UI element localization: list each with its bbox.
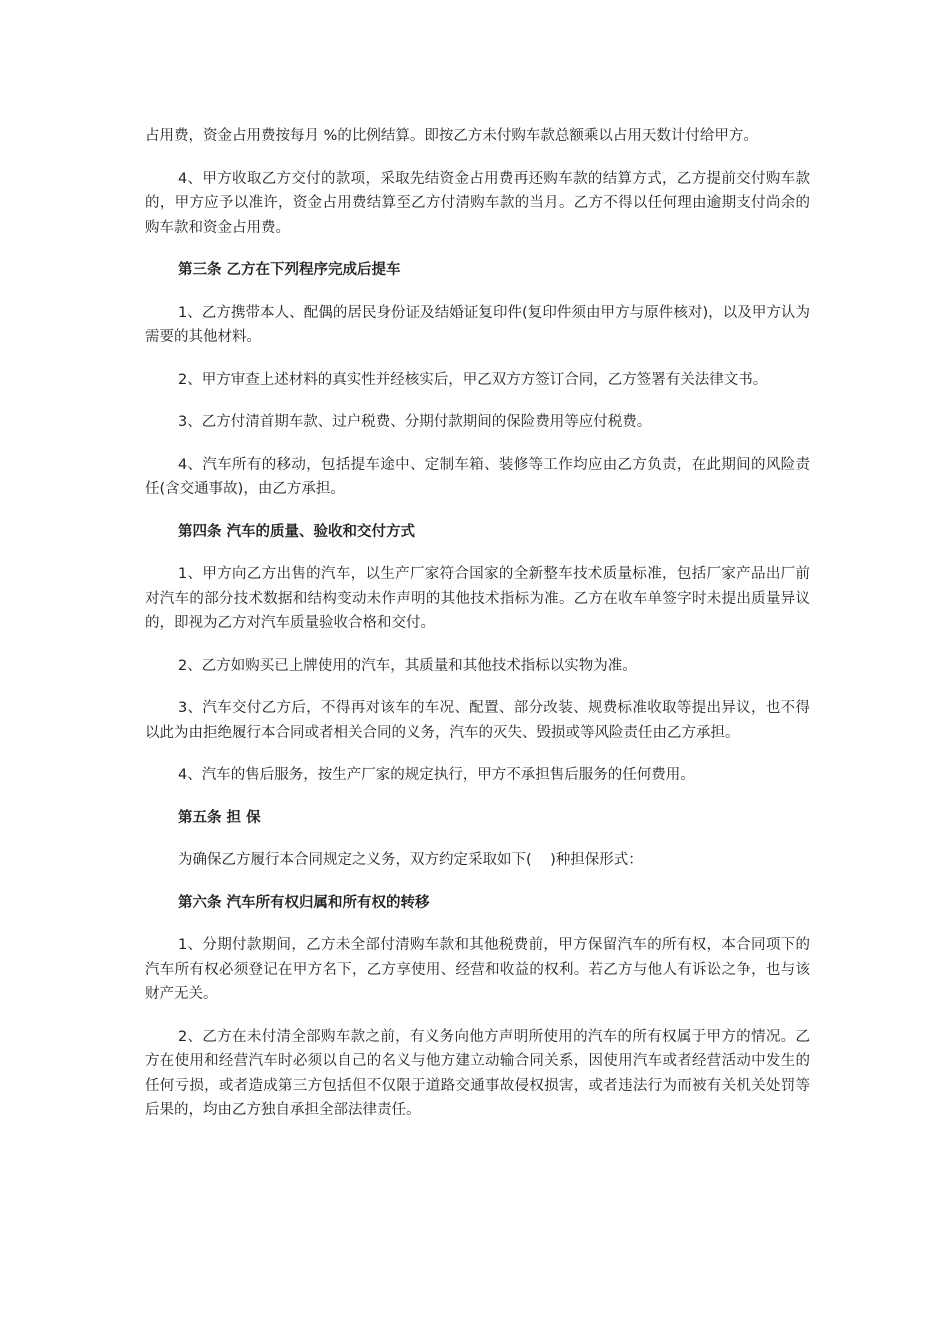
article-6-item-2: 2、乙方在未付清全部购车款之前，有义务向他方声明所使用的汽车的所有权属于甲方的情况。乙方在使用和经营汽车时必须以自己的名义与他方建立动输合同关系，因使用汽车或者经营活动中发生的任何亏损，或者造成第三方包括但不仅限于道路交通事故侵权损害，或者违法行为而被有关机关处罚等后果的，均由乙方独自承担全部法律责任。	[145, 1028, 810, 1118]
article-4-item-3: 3、汽车交付乙方后，不得再对该车的车况、配置、部分改装、规费标准收取等提出异议，也不得以此为由拒绝履行本合同或者相关合同的义务，汽车的灭失、毁损或等风险责任由乙方承担。	[145, 700, 810, 741]
article-3-item-3: 3、乙方付清首期车款、过户税费、分期付款期间的保险费用等应付税费。	[178, 414, 652, 430]
article-3-item-1: 1、乙方携带本人、配偶的居民身份证及结婚证复印件(复印件须由甲方与原件核对)，以及甲方认为需要的其他材料。	[145, 304, 810, 345]
paragraph-fee-calculation: 占用费，资金占用费按每月 %的比例结算。即按乙方未付购车款总额乘以占用天数计付给甲方。	[145, 128, 758, 144]
article-4-heading: 第四条 汽车的质量、验收和交付方式	[178, 523, 416, 540]
article-6-heading: 第六条 汽车所有权归属和所有权的转移	[178, 894, 430, 911]
article-3-item-2: 2、甲方审查上述材料的真实性并经核实后，甲乙双方方签订合同，乙方签署有关法律文书。	[178, 371, 768, 388]
article-6-item-1: 1、分期付款期间，乙方未全部付清购车款和其他税费前，甲方保留汽车的所有权，本合同项下的汽车所有权必须登记在甲方名下，乙方享使用、经营和收益的权利。若乙方与他人有诉讼之争，也与该财产无关。	[145, 937, 810, 1002]
article-5-heading: 第五条 担 保	[178, 809, 261, 826]
paragraph-payment-settlement: 4、甲方收取乙方交付的款项，采取先结资金占用费再还购车款的结算方式，乙方提前交付购车款的，甲方应予以准许，资金占用费结算至乙方付清购车款的当月。乙方不得以任何理由逾期支付尚余的购车款和资金占用费。	[145, 170, 810, 236]
article-4-item-1: 1、甲方向乙方出售的汽车，以生产厂家符合国家的全新整车技术质量标准，包括厂家产品出厂前对汽车的部分技术数据和结构变动未作声明的其他技术指标为准。乙方在收车单签字时未提出质量异议的，即视为乙方对汽车质量验收合格和交付。	[145, 566, 810, 631]
article-4-item-2: 2、乙方如购买已上牌使用的汽车，其质量和其他技术指标以实物为准。	[178, 657, 637, 674]
article-3-heading: 第三条 乙方在下列程序完成后提车	[178, 262, 401, 278]
article-5-guarantee-text: 为确保乙方履行本合同规定之义务，双方约定采取如下( )种担保形式：	[178, 852, 643, 868]
article-4-item-4: 4、汽车的售后服务，按生产厂家的规定执行，甲方不承担售后服务的任何费用。	[178, 767, 695, 783]
document-page	[145, 124, 810, 1141]
article-3-item-4: 4、汽车所有的移动，包括提车途中、定制车箱、装修等工作均应由乙方负责，在此期间的风险责任(含交通事故)，由乙方承担。	[145, 456, 810, 497]
